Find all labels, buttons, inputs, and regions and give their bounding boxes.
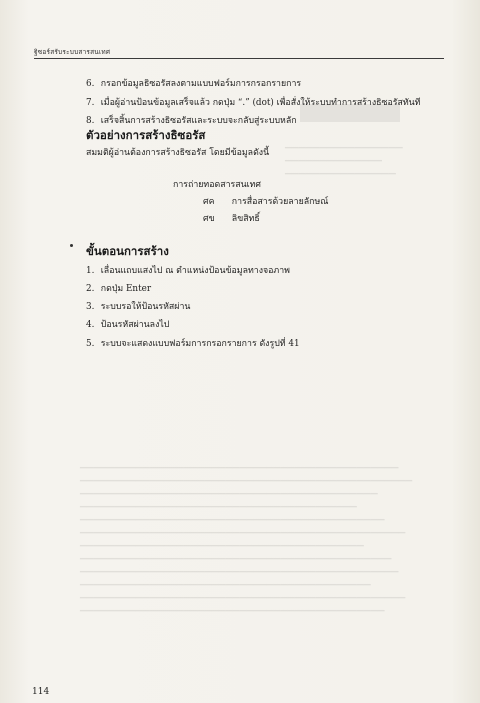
list-item	[86, 265, 290, 277]
example-intro: สมมติผู้อ่านต้องการสร้างธิซอรัส โดยมีข้อมูลดังนี้	[86, 148, 270, 158]
relation-label: ศค	[203, 197, 215, 207]
list-item-text: เมื่อผู้อ่านป้อนข้อมูลเสร็จแล้ว กดปุ่ม “.” (dot) เพื่อสั่งให้ระบบทำการสร้างธิซอรัสทันที	[100, 98, 421, 108]
list-item-number: 8.	[86, 116, 95, 126]
example-heading: ตัวอย่างการสร้างธิซอรัส	[86, 128, 206, 142]
header-rule	[34, 58, 444, 59]
list-item-number: 4.	[86, 320, 95, 330]
list-item	[86, 97, 420, 109]
show-through-text: ▁▁▁▁▁▁▁▁▁▁▁▁▁▁▁▁▁▁▁▁▁▁▁▁▁▁▁▁▁▁▁▁▁▁▁▁▁▁▁▁▁▁▁▁▁▁ ▁▁▁▁▁▁▁▁▁▁▁▁▁▁▁▁▁▁▁▁▁▁▁▁▁▁▁▁▁▁▁▁▁▁▁▁▁▁▁▁▁▁▁▁▁▁▁▁ ▁▁▁▁▁▁▁▁▁▁▁▁▁▁▁▁▁▁▁▁▁▁▁▁▁▁▁▁▁▁▁▁▁▁▁▁▁▁▁▁▁▁▁ ▁▁▁▁▁▁▁▁▁▁▁▁▁▁▁▁▁▁▁▁▁▁▁▁▁▁▁▁▁▁▁▁▁▁▁▁▁▁▁▁ ▁▁▁▁▁▁▁▁▁▁▁▁▁▁▁▁▁▁▁▁▁▁▁▁▁▁▁▁▁▁▁▁▁▁▁▁▁▁▁▁▁▁▁▁ ▁▁▁▁▁▁▁▁▁▁▁▁▁▁▁▁▁▁▁▁▁▁▁▁▁▁▁▁▁▁▁▁▁▁▁▁▁▁▁▁▁▁▁▁▁▁▁ ▁▁▁▁▁▁▁▁▁▁▁▁▁▁▁▁▁▁▁▁▁▁▁▁▁▁▁▁▁▁▁▁▁▁▁▁▁▁▁▁▁ ▁▁▁▁▁▁▁▁▁▁▁▁▁▁▁▁▁▁▁▁▁▁▁▁▁▁▁▁▁▁▁▁▁▁▁▁▁▁▁▁▁▁▁▁▁ ▁▁▁▁▁▁▁▁▁▁▁▁▁▁▁▁▁▁▁▁▁▁▁▁▁▁▁▁▁▁▁▁▁▁▁▁▁▁▁▁▁▁▁▁▁▁ ▁▁▁▁▁▁▁▁▁▁▁▁▁▁▁▁▁▁▁▁▁▁▁▁▁▁▁▁▁▁▁▁▁▁▁▁▁▁▁▁▁▁ ▁▁▁▁▁▁▁▁▁▁▁▁▁▁▁▁▁▁▁▁▁▁▁▁▁▁▁▁▁▁▁▁▁▁▁▁▁▁▁▁▁▁▁▁▁▁▁ ▁▁▁▁▁▁▁▁▁▁▁▁▁▁▁▁▁▁▁▁▁▁▁▁▁▁▁▁▁▁▁▁▁▁▁▁▁▁▁▁▁▁▁▁	[80, 459, 413, 612]
list-item-text: เสร็จสิ้นการสร้างธิซอรัสและระบบจะกลับสู่ระบบหลัก	[100, 116, 297, 126]
list-item	[86, 301, 190, 313]
list-item-number: 6.	[86, 79, 95, 89]
list-item-text: ระบบรอให้ป้อนรหัสผ่าน	[100, 302, 191, 312]
procedure-heading: ขั้นตอนการสร้าง	[86, 244, 169, 258]
example-term: การถ่ายทอดสารสนเทศ	[173, 180, 262, 190]
list-item-text: ระบบจะแสดงแบบฟอร์มการกรอกรายการ ดังรูปที่ 41	[100, 339, 300, 349]
list-item-number: 1.	[86, 266, 95, 276]
list-item	[86, 319, 169, 331]
list-item-number: 3.	[86, 302, 95, 312]
relation-label: ศข	[203, 214, 215, 224]
relation-value: การสื่อสารด้วยลายลักษณ์	[231, 197, 329, 207]
list-item	[86, 283, 151, 295]
running-header: ฐิซอร์สรับระบบสารสนเทศ	[34, 48, 111, 56]
list-item-number: 5.	[86, 339, 95, 349]
list-item-text: กรอกข้อมูลธิซอรัสลงตามแบบฟอร์มการกรอกรายการ	[100, 79, 302, 89]
list-item-text: เลื่อนแถบแสงไป ณ ตำแหน่งป้อนข้อมูลทางจอภาพ	[100, 266, 290, 276]
list-item-number: 7.	[86, 98, 95, 108]
relation-value: ลิขสิทธิ์	[231, 214, 260, 224]
list-item	[86, 78, 301, 90]
list-item-text: ป้อนรหัสผ่านลงไป	[100, 320, 170, 330]
list-item	[86, 115, 297, 127]
list-item-number: 2.	[86, 284, 95, 294]
show-through-text: ▁▁▁▁▁▁▁▁▁▁▁▁▁▁▁▁▁ ▁▁▁▁▁▁▁▁▁▁▁▁▁▁ ▁▁▁▁▁▁▁▁▁▁▁▁▁▁▁▁	[285, 139, 403, 175]
example-relation	[203, 213, 260, 225]
list-item-text: กดปุ่ม Enter	[100, 284, 152, 294]
example-relation	[203, 196, 328, 208]
margin-dot	[70, 244, 73, 247]
page-number: 114	[32, 687, 50, 697]
list-item	[86, 338, 300, 350]
